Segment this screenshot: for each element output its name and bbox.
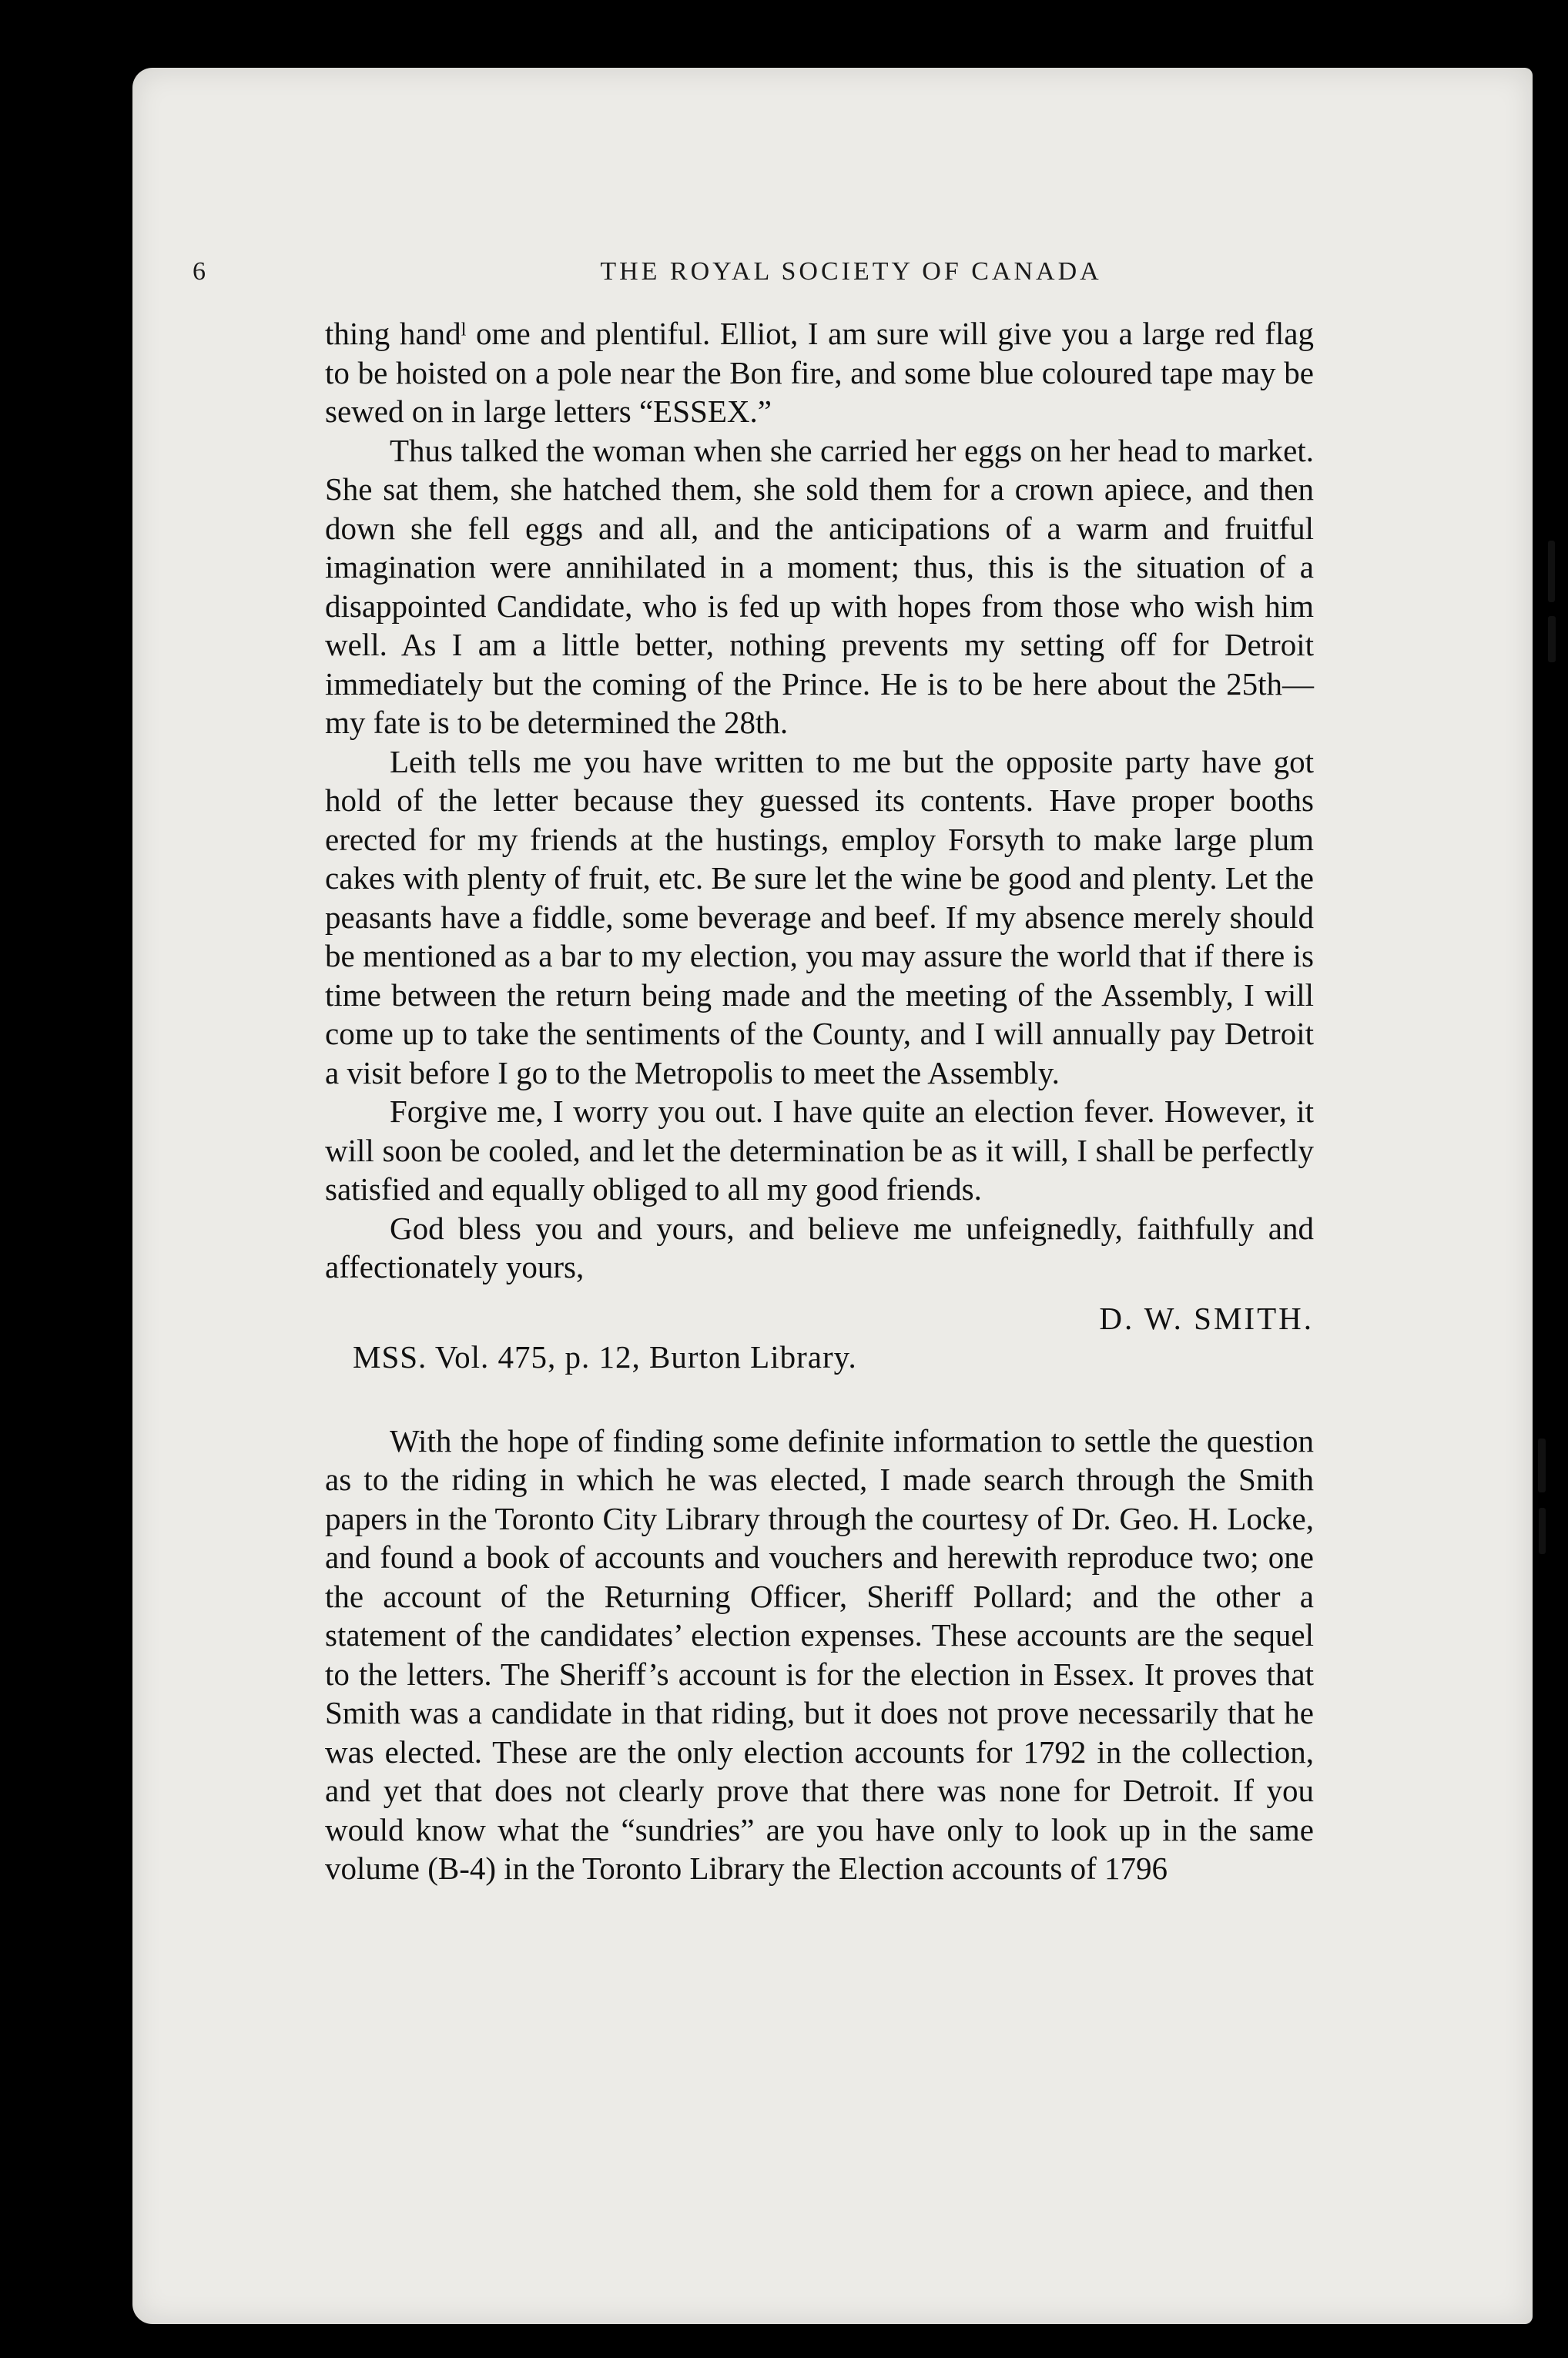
closing-paragraph: With the hope of finding some definite information to settle the question as to the riding in which he was elected, I made search through the Smith papers in the Toronto City Library through the courtesy of Dr. Geo. H. Locke, and found a book of accounts and vouchers and herewith reproduce two; one the account of the Returning Officer, Sheriff Pollard; and the other a statement of the candidates’ election expenses. These accounts are the sequel to the letters. The Sheriff’s account is for the election in Essex. It proves that Smith was a candidate in that riding, but it does not prove necessarily that he was elected. These are the only election accounts for 1792 in the collection, and yet that does not clearly prove that there was none for Detroit. If you would know what the “sundries” are you have only to look up in the same volume (B-4) in the Toronto Library the Election accounts of 1796: [325, 1422, 1314, 1886]
source-citation: MSS. Vol. 475, p. 12, Burton Library.: [353, 1339, 857, 1375]
running-head: THE ROYAL SOCIETY OF CANADA: [600, 257, 1102, 286]
body-text: [325, 314, 1314, 1888]
margin-mark: [1538, 1439, 1546, 1492]
paragraph: thing handˡ ome and plentiful. Elliot, I am sure will give you a large red flag to be hoisted on a pole near the Bon fire, and some blue coloured tape may be sewed on in large letters “ESSEX.”: [325, 316, 1314, 429]
paragraph: God bless you and yours, and believe me unfeignedly, faithfully and affectionately yours,: [325, 1210, 1314, 1285]
paragraph: Leith tells me you have written to me but the opposite party have got hold of the letter because they guessed its contents. Have proper booths erected for my friends at the hustings, employ Forsyth to make large plum cakes with plenty of fruit, etc. Be sure let the wine be good and plenty. Let the peasants have a fiddle, some beverage and beef. If my absence merely should be mentioned as a bar to my election, you may assure the world that if there is time between the return being made and the meeting of the Assembly, I will come up to take the sentiments of the County, and I will annually pay Detroit a visit before I go to the Metropolis to meet the Assembly.: [325, 743, 1314, 1090]
signature: D. W. SMITH.: [1099, 1300, 1314, 1336]
margin-mark: [1548, 616, 1556, 662]
margin-mark: [1548, 541, 1555, 602]
section-gap: [325, 1377, 1314, 1422]
page-header: [193, 257, 1317, 291]
page-number: 6: [193, 257, 206, 286]
margin-mark: [1539, 1508, 1546, 1554]
paragraph: Forgive me, I worry you out. I have quite an election fever. However, it will soon be cooled, and let the determination be as it will, I shall be perfectly satisfied and equally obliged to all my good friends.: [325, 1094, 1314, 1207]
paragraph: Thus talked the woman when she carried her eggs on her head to market. She sat them, she hatched them, she sold them for a crown apiece, and then down she fell eggs and all, and the anticipations of a warm and fruitful imagination were annihilated in a moment; thus, this is the situation of a disappointed Candidate, who is fed up with hopes from those who wish him well. As I am a little better, nothing prevents my setting off for Detroit immediately but the coming of the Prince. He is to be here about the 25th—my fate is to be determined the 28th.: [325, 432, 1314, 740]
